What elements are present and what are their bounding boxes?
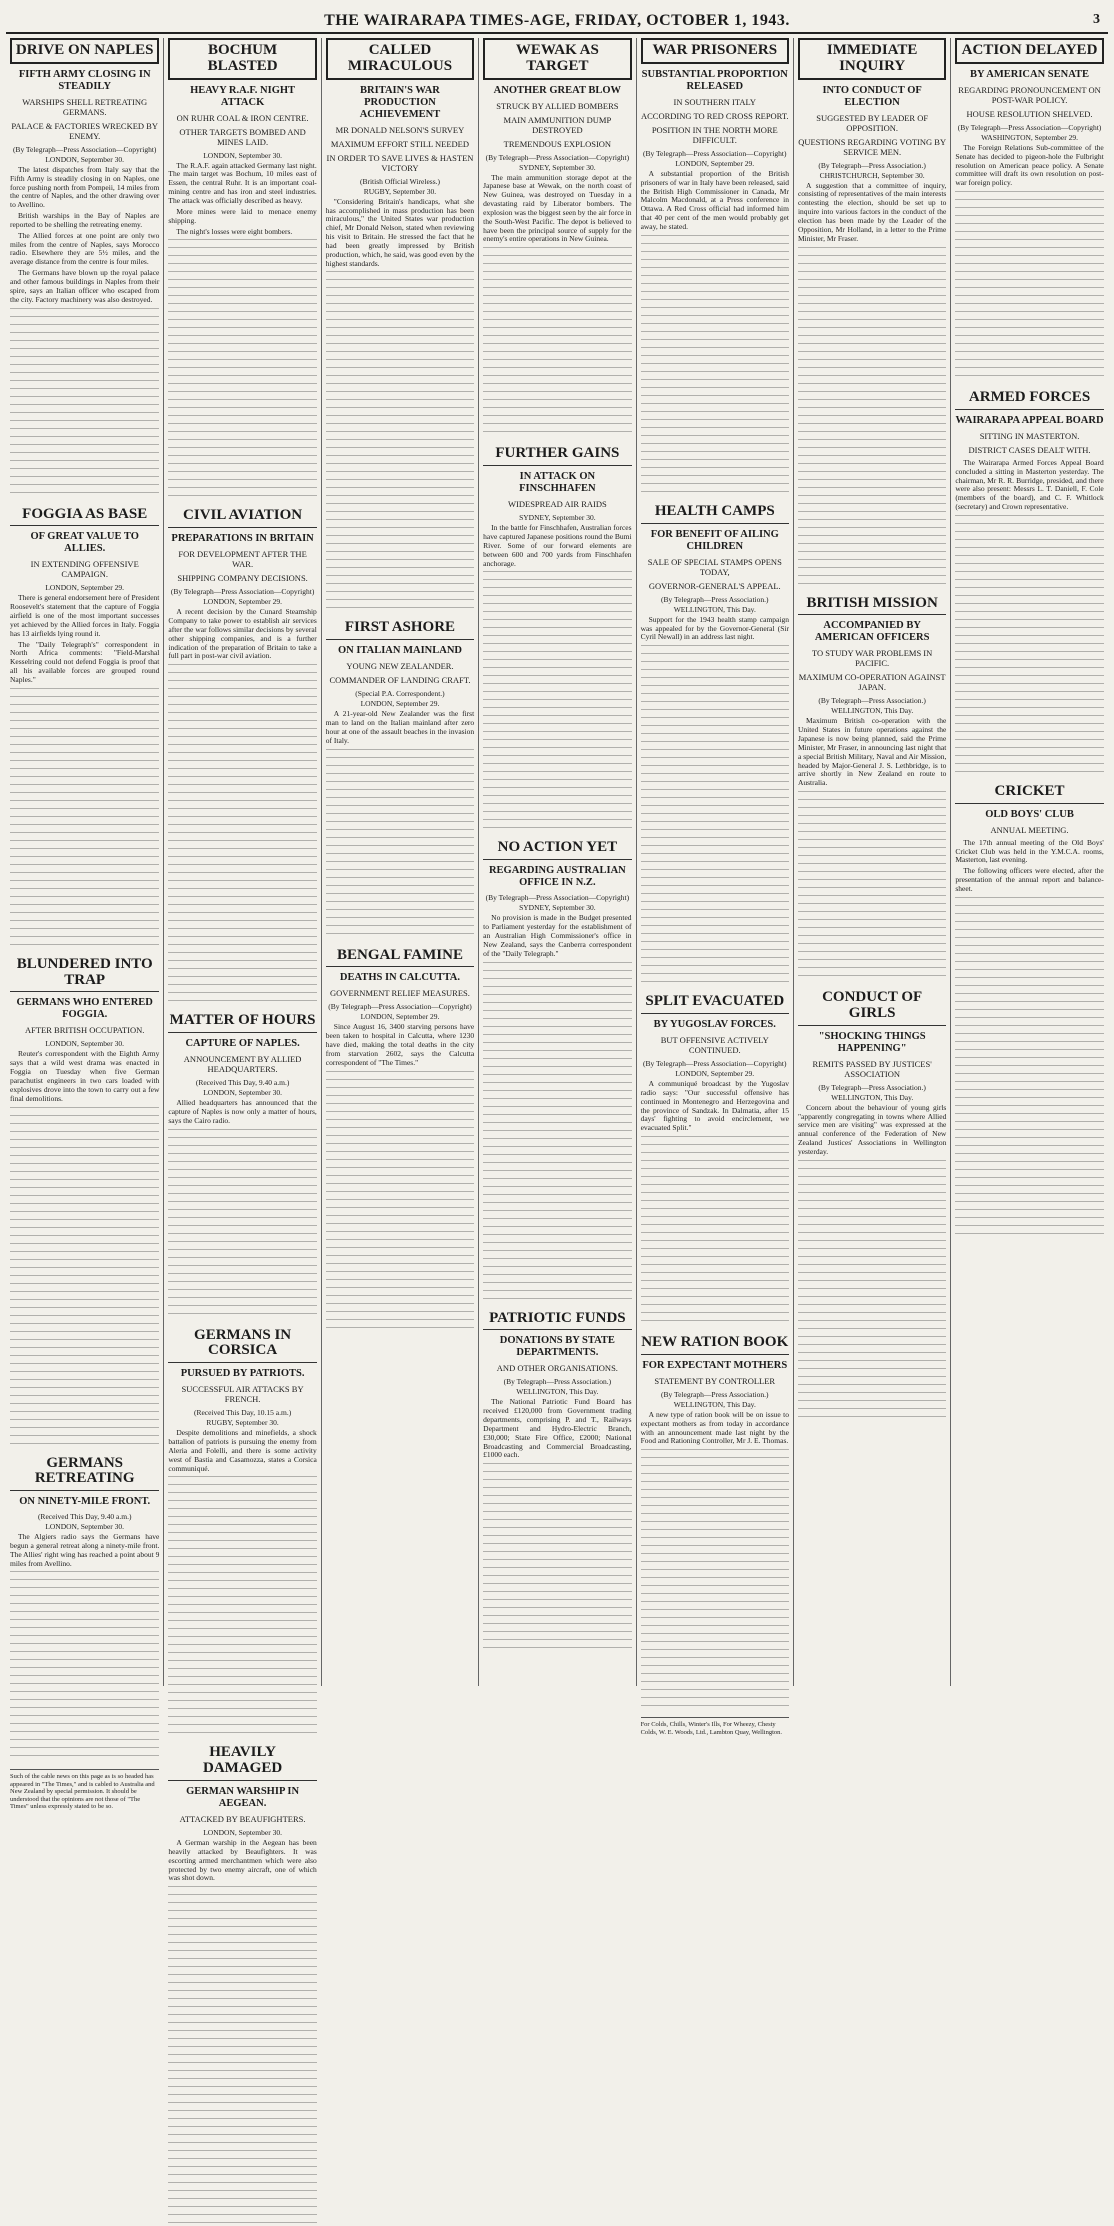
article-body xyxy=(483,914,631,958)
article-byline: (By Telegraph—Press Association—Copyright) xyxy=(485,893,630,903)
article-paragraph: A 21-year-old New Zealander was the first man to land on the Italian mainland after zero hour at one of the assault beaches in the invasion of Italy. xyxy=(325,709,475,745)
body-text-continuation xyxy=(798,1160,946,1420)
article-body xyxy=(10,166,159,305)
body-text-continuation xyxy=(641,235,789,495)
article-byline: (By Telegraph—Press Association.) xyxy=(661,1389,769,1399)
body-text-continuation xyxy=(641,1136,789,1326)
news-article xyxy=(10,506,159,948)
article-deck: MAXIMUM CO-OPERATION AGAINST JAPAN. xyxy=(798,672,946,693)
article-deck: FOR DEVELOPMENT AFTER THE WAR. xyxy=(178,549,307,570)
article-paragraph: Concern about the behaviour of young girls "apparently congregating in towns where Allied service men are visiting" was expressed at the annual conference of the Federation of New Zealand Justices' Associations in Wellington yesterday. xyxy=(797,1102,947,1156)
article-byline: (Received This Day, 9.40 a.m.) xyxy=(37,1512,132,1522)
article-body xyxy=(168,1429,316,1473)
article-byline: (By Telegraph—Press Association—Copyright) xyxy=(12,144,157,154)
news-article xyxy=(483,839,631,1301)
article-headline: ARMED FORCES xyxy=(955,389,1103,410)
article-deck: SUCCESSFUL AIR ATTACKS BY FRENCH. xyxy=(181,1384,304,1405)
article-body xyxy=(798,1104,946,1157)
article-body xyxy=(955,839,1103,894)
news-column xyxy=(478,38,635,1686)
article-body xyxy=(798,717,946,788)
article-deck: HEAVY R.A.F. NIGHT ATTACK xyxy=(190,84,296,108)
article-paragraph: The R.A.F. again attacked Germany last night. The main target was Bochum, 10 miles east of Essen, the central Ruhr. It is an important coal-mining centre and has iron and steel industries. The attack was officially described as heavy. xyxy=(168,160,317,205)
article-dateline: SYDNEY, September 30. xyxy=(519,162,596,172)
article-deck: GOVERNMENT RELIEF MEASURES. xyxy=(330,988,470,999)
article-deck: AND OTHER ORGANISATIONS. xyxy=(496,1363,618,1374)
article-headline: WEWAK AS TARGET xyxy=(483,38,631,80)
article-deck: SUBSTANTIAL PROPORTION RELEASED xyxy=(641,68,788,92)
article-dateline: LONDON, September 30. xyxy=(45,1522,125,1532)
article-dateline: WELLINGTON, This Day. xyxy=(516,1387,599,1397)
article-deck: DONATIONS BY STATE DEPARTMENTS. xyxy=(499,1335,615,1359)
news-column xyxy=(6,38,163,1811)
article-deck: AFTER BRITISH OCCUPATION. xyxy=(24,1025,145,1036)
article-deck: YOUNG NEW ZEALANDER. xyxy=(346,661,454,672)
article-paragraph: A substantial proportion of the British prisoners of war in Italy have been released, said the British High Commissioner in Canada, Mr Malcolm Macdonald, at a Press conference in Ottawa. A Red Cross official had informed him that 40 per cent of the men would probably get away, he stated. xyxy=(640,168,789,231)
article-deck: OF GREAT VALUE TO ALLIES. xyxy=(30,531,139,555)
article-deck: ON RUHR COAL & IRON CENTRE. xyxy=(176,112,309,123)
article-deck: FIFTH ARMY CLOSING IN STEADILY xyxy=(18,68,151,92)
article-deck: TREMENDOUS EXPLOSION xyxy=(503,138,612,149)
article-paragraph: The Allied forces at one point are only two miles from the centre of Naples, says Morocco radio. Elsewhere they are 5½ miles, and the average distance from the centre is four miles. xyxy=(10,230,160,267)
article-headline: NO ACTION YET xyxy=(483,839,631,860)
news-article xyxy=(10,1455,159,1762)
article-body xyxy=(168,1099,316,1126)
news-column xyxy=(793,38,950,1686)
article-body xyxy=(168,608,316,661)
article-deck: ANOTHER GREAT BLOW xyxy=(493,84,622,96)
article-paragraph: A communiqué broadcast by the Yugoslav radio says: "Our successful offensive has continued in Montenegro and Herzegovina and the province of Sandzak. In Dalmatia, after 15 days' fighting to avoid encirclement, we evacuated Split." xyxy=(640,1079,789,1133)
newspaper-title: THE WAIRARAPA TIMES-AGE, FRIDAY, OCTOBER 1, 1943. xyxy=(324,12,790,29)
article-body xyxy=(798,182,946,244)
article-body xyxy=(641,170,789,232)
article-deck: GERMAN WARSHIP IN AEGEAN. xyxy=(186,1785,300,1809)
article-dateline: WASHINGTON, September 29. xyxy=(981,132,1078,142)
news-article xyxy=(168,1327,316,1737)
news-article xyxy=(326,619,474,938)
news-article xyxy=(483,445,631,831)
body-text-continuation xyxy=(798,247,946,587)
article-headline: CALLED MIRACULOUS xyxy=(326,38,474,80)
article-deck: ON ITALIAN MAINLAND xyxy=(337,645,462,657)
article-deck: OTHER TARGETS BOMBED AND MINES LAID. xyxy=(179,126,306,147)
body-text-continuation xyxy=(168,1476,316,1736)
article-byline: (By Telegraph—Press Association—Copyright) xyxy=(328,1002,472,1012)
news-article xyxy=(798,989,946,1420)
article-byline: (British Official Wireless.) xyxy=(359,176,440,186)
article-paragraph: The 17th annual meeting of the Old Boys' Cricket Club was held in the Y.M.C.A. rooms, Masterton, last evening. xyxy=(955,837,1104,865)
body-text-continuation xyxy=(10,688,159,948)
article-deck: WAIRARAPA APPEAL BOARD xyxy=(955,414,1104,426)
body-text-continuation xyxy=(326,749,474,939)
article-byline: (By Telegraph—Press Association.) xyxy=(818,1082,926,1092)
article-deck: GERMANS WHO ENTERED FOGGIA. xyxy=(16,997,153,1021)
article-byline: (By Telegraph—Press Association.) xyxy=(661,594,769,604)
body-text-continuation xyxy=(168,1886,316,2226)
news-article xyxy=(326,38,474,611)
article-deck: INTO CONDUCT OF ELECTION xyxy=(822,84,922,108)
article-byline: (By Telegraph—Press Association—Copyright) xyxy=(643,1059,787,1068)
article-deck: BRITAIN'S WAR PRODUCTION ACHIEVEMENT xyxy=(359,84,441,120)
article-deck: SUGGESTED BY LEADER OF OPPOSITION. xyxy=(816,112,929,133)
article-byline: (Received This Day, 10.15 a.m.) xyxy=(193,1408,292,1418)
article-paragraph: A German warship in the Aegean has been heavily attacked by Beaufighters. It was escorting armed merchantmen which were also protected by two enemy aircraft, one of which was shot down. xyxy=(168,1838,317,1883)
article-dateline: RUGBY, September 30. xyxy=(206,1418,279,1428)
article-deck: BY AMERICAN SENATE xyxy=(970,68,1090,80)
article-body xyxy=(10,594,159,684)
article-headline: MATTER OF HOURS xyxy=(168,1012,316,1033)
article-deck: GOVERNOR-GENERAL'S APPEAL. xyxy=(648,580,781,591)
article-headline: BLUNDERED INTO TRAP xyxy=(10,956,159,993)
article-deck: ON NINETY-MILE FRONT. xyxy=(19,1496,151,1508)
article-dateline: LONDON, September 29. xyxy=(675,1069,755,1078)
article-headline: PATRIOTIC FUNDS xyxy=(483,1310,631,1331)
article-paragraph: The Foreign Relations Sub-committee of the Senate has decided to pigeon-hole the Fulbright resolution on American peace policy. A Senate committee will draft its own resolution on post-war foreign policy. xyxy=(955,142,1104,188)
article-deck: DISTRICT CASES DEALT WITH. xyxy=(968,444,1091,455)
article-dateline: LONDON, September 30. xyxy=(203,1828,282,1837)
body-text-continuation xyxy=(168,664,316,1004)
article-body xyxy=(10,1050,159,1103)
article-paragraph: A suggestion that a committee of inquiry, consisting of representatives of the main interests contesting the election, should be set up to inquire into various factors in the conduct of the election has been made by the Leader of the Opposition, Mr Holland, in a letter to the Prime Minister, Mr Fraser. xyxy=(797,180,947,243)
article-headline: HEAVILY DAMAGED xyxy=(168,1744,316,1781)
article-headline: FIRST ASHORE xyxy=(326,619,474,640)
news-article xyxy=(641,503,789,985)
article-body xyxy=(168,162,316,237)
article-deck: QUESTIONS REGARDING VOTING BY SERVICE MEN. xyxy=(798,136,947,157)
body-text-continuation xyxy=(10,1107,159,1447)
body-text-continuation xyxy=(326,1071,474,1331)
article-deck: "SHOCKING THINGS HAPPENING" xyxy=(818,1030,926,1054)
article-headline: GERMANS RETREATING xyxy=(10,1455,159,1492)
article-headline: NEW RATION BOOK xyxy=(641,1334,789,1355)
article-dateline: LONDON, September 29. xyxy=(360,699,440,709)
article-dateline: LONDON, September 30. xyxy=(203,150,282,160)
article-paragraph: "Considering Britain's handicaps, what she has accomplished in mass production has been miraculous," the United States war production chief, Mr Donald Nelson, stated when reviewing his visit to Britain. He stressed the fact that he had been greatly impressed by British production, which, he said, was good even by the highest standards. xyxy=(325,196,475,268)
article-byline: (By Telegraph—Press Association—Copyright) xyxy=(957,122,1102,132)
article-dateline: WELLINGTON, This Day. xyxy=(673,604,756,614)
article-body xyxy=(641,1080,789,1133)
article-byline: (By Telegraph—Press Association—Copyright) xyxy=(643,148,787,158)
article-dateline: LONDON, September 29. xyxy=(675,158,755,168)
news-article xyxy=(798,38,946,587)
article-deck: IN EXTENDING OFFENSIVE CAMPAIGN. xyxy=(30,559,139,580)
news-article xyxy=(10,38,159,498)
article-byline: (Special P.A. Correspondent.) xyxy=(355,689,445,699)
page-number: 3 xyxy=(1093,12,1100,27)
article-body xyxy=(955,144,1103,188)
news-article xyxy=(326,947,474,1331)
article-paragraph: The Wairarapa Armed Forces Appeal Board concluded a sitting in Masterton yesterday. The chairman, Mr R. R. Burridge, presided, and there were also present: Messrs L. T. Daniell, F. Cole (members of the board), and C. F. Whitlock (secretary) and Crown representative. xyxy=(955,457,1104,512)
article-paragraph: The Algiers radio says the Germans have begun a general retreat along a ninety-mile front. The Allies' right wing has reached a point about 9 miles from Avellino. xyxy=(10,1532,160,1568)
article-headline: CIVIL AVIATION xyxy=(168,507,316,528)
article-deck: FOR BENEFIT OF AILING CHILDREN xyxy=(650,528,779,552)
body-text-continuation xyxy=(483,962,631,1302)
article-headline: CRICKET xyxy=(955,783,1103,804)
news-article xyxy=(483,38,631,437)
article-body xyxy=(326,1023,474,1067)
body-text-continuation xyxy=(955,515,1103,775)
article-deck: STRUCK BY ALLIED BOMBERS xyxy=(496,100,619,111)
news-column xyxy=(163,38,320,1883)
article-headline: CONDUCT OF GIRLS xyxy=(798,989,946,1026)
article-deck: PURSUED BY PATRIOTS. xyxy=(180,1368,305,1380)
article-deck: MR DONALD NELSON'S SURVEY xyxy=(335,124,465,135)
article-deck: SALE OF SPECIAL STAMPS OPENS TODAY, xyxy=(647,556,782,577)
body-text-continuation xyxy=(483,247,631,437)
article-deck: MAXIMUM EFFORT STILL NEEDED xyxy=(330,138,470,149)
article-byline: (Received This Day, 9.40 a.m.) xyxy=(195,1078,290,1088)
article-dateline: SYDNEY, September 30. xyxy=(519,513,596,523)
article-paragraph: Despite demolitions and minefields, a shock battalion of patriots is pursuing the enemy from Aleria and Folelli, and there is some activity west of Bastia and Casamozza, states a Corsica communiqué. xyxy=(168,1428,317,1473)
article-dateline: WELLINGTON, This Day. xyxy=(831,1092,914,1102)
news-article xyxy=(168,1012,316,1318)
article-deck: CAPTURE OF NAPLES. xyxy=(185,1038,300,1049)
article-paragraph: A recent decision by the Cunard Steamship Company to take power to establish air services after the war follows similar decisions by several other shipping companies, and is a further indication of the preparation of Britain to take a full part in post-war civil aviation. xyxy=(168,607,317,661)
article-dateline: RUGBY, September 30. xyxy=(363,186,437,196)
article-headline: FURTHER GAINS xyxy=(483,445,631,466)
body-text-continuation xyxy=(483,571,631,831)
article-deck: WIDESPREAD AIR RAIDS xyxy=(508,499,607,510)
article-deck: POSITION IN THE NORTH MORE DIFFICULT. xyxy=(651,124,778,145)
article-dateline: LONDON, September 29. xyxy=(45,583,125,593)
article-deck: REMITS PASSED BY JUSTICES' ASSOCIATION xyxy=(812,1058,932,1079)
article-body xyxy=(168,1839,316,1883)
article-body xyxy=(641,616,789,643)
article-deck: DEATHS IN CALCUTTA. xyxy=(339,972,461,984)
article-byline: (By Telegraph—Press Association.) xyxy=(503,1377,612,1387)
article-deck: FOR EXPECTANT MOTHERS xyxy=(642,1359,788,1371)
article-dateline: WELLINGTON, This Day. xyxy=(673,1399,756,1409)
article-body xyxy=(483,524,631,568)
article-body xyxy=(641,1411,789,1446)
article-paragraph: The Germans have blown up the royal palace and other famous buildings in Naples from their spire, says an Italian officer who escaped from the city. Factory machinery was also destroyed. xyxy=(10,268,160,304)
news-article xyxy=(798,595,946,982)
article-paragraph: Support for the 1943 health stamp campaign was appealed for by the Governor-General (Sir Cyril Newall) in an address last night. xyxy=(640,614,789,642)
article-paragraph: The night's losses were eight bombers. xyxy=(176,226,293,236)
article-deck: ATTACKED BY BEAUFIGHTERS. xyxy=(179,1814,306,1824)
column-footnote: Such of the cable news on this page as is so headed has appeared in "The Times," and is cabled to Australia and New Zealand by special permission. It should be understood that the opinions are not those of "The Times" unless expressly stated to be so. xyxy=(10,1769,159,1810)
body-text-continuation xyxy=(641,645,789,985)
article-paragraph: The following officers were elected, after the presentation of the annual report and balance-sheet. xyxy=(955,866,1104,893)
article-dateline: SYDNEY, September 30. xyxy=(519,903,596,913)
article-paragraph: A new type of ration book will be on issue to expectant mothers as from today in accordance with an announcement made last night by the Food and Rationing Controller, Mr J. E. Thomas. xyxy=(640,1409,789,1446)
article-deck: STATEMENT BY CONTROLLER xyxy=(654,1375,776,1386)
article-dateline: LONDON, September 30. xyxy=(203,1088,282,1098)
body-text-continuation xyxy=(798,791,946,981)
news-article xyxy=(483,1310,631,1654)
body-text-continuation xyxy=(326,271,474,611)
article-byline: (By Telegraph—Press Association—Copyright) xyxy=(485,152,630,162)
article-headline: BOCHUM BLASTED xyxy=(168,38,316,80)
news-article xyxy=(955,38,1103,381)
article-dateline: LONDON, September 30. xyxy=(45,1039,125,1049)
article-paragraph: Allied headquarters has announced that the capture of Naples is now only a matter of hours, says the Cairo radio. xyxy=(168,1098,317,1125)
article-headline: BRITISH MISSION xyxy=(798,595,946,616)
article-deck: ACCOMPANIED BY AMERICAN OFFICERS xyxy=(814,620,930,644)
article-deck: IN ATTACK ON FINSCHHAFEN xyxy=(519,471,596,495)
body-text-continuation xyxy=(641,1449,789,1709)
news-article xyxy=(168,1744,316,2226)
column-footnote: For Colds, Chills, Winter's Ills, For Wheezy, Chesty Colds, W. E. Woods, Ltd., Lambton Quay, Wellington. xyxy=(641,1717,789,1736)
article-headline: GERMANS IN CORSICA xyxy=(168,1327,316,1364)
article-body xyxy=(955,459,1103,512)
article-paragraph: No provision is made in the Budget presented to Parliament yesterday for the establishment of an Australian High Commissioner's office in New Zealand, says the Canberra correspondent of the "Daily Telegraph." xyxy=(483,913,632,958)
article-dateline: LONDON, September 29. xyxy=(360,1012,440,1022)
article-paragraph: More mines were laid to menace enemy shipping. xyxy=(168,206,317,225)
article-headline: HEALTH CAMPS xyxy=(641,503,789,524)
article-body xyxy=(326,710,474,745)
news-article xyxy=(168,38,316,499)
article-dateline: LONDON, September 30. xyxy=(45,154,125,164)
article-body xyxy=(326,198,474,269)
news-column xyxy=(321,38,478,1686)
news-article xyxy=(641,993,789,1326)
body-text-continuation xyxy=(10,1571,159,1761)
article-paragraph: The National Patriotic Fund Board has received £120,000 from Government trading departments, comprising P. and T., Railways Department and Hydro-Electric Branch, £30,000; State Fire Office, £2000; National Broadcasting and Commercial Broadcasting, £1000 each. xyxy=(483,1397,632,1460)
article-body xyxy=(483,174,631,245)
article-paragraph: The "Daily Telegraph's" correspondent in North Africa comments: "Field-Marshal Kesselring could not defend Foggia is proof that all his available forces are grouped round Naples." xyxy=(10,639,160,684)
article-paragraph: Reuter's correspondent with the Eighth Army says that a wild west drama was enacted in Foggia on Tuesday when five German parachutist engineers in two cars loaded with explosives drove into the town to carry out a few final demolitions. xyxy=(10,1049,160,1103)
body-text-continuation xyxy=(168,239,316,499)
article-paragraph: There is general endorsement here of President Roosevelt's statement that the capture of Foggia airfield is one of the most important successes yet achieved by the Allied forces in Italy. Foggia has 13 airfields lying round it. xyxy=(10,593,160,638)
page-columns xyxy=(6,38,1108,1883)
news-article xyxy=(10,956,159,1447)
news-article xyxy=(168,507,316,1004)
article-byline: (By Telegraph—Press Association.) xyxy=(818,160,926,170)
article-body xyxy=(483,1398,631,1460)
article-deck: IN ORDER TO SAVE LIVES & HASTEN VICTORY xyxy=(326,152,474,173)
news-article xyxy=(955,389,1103,775)
article-headline: BENGAL FAMINE xyxy=(326,947,474,968)
news-article xyxy=(641,1334,789,1709)
article-paragraph: The main ammunition storage depot at the Japanese base at Wewak, on the north coast of New Guinea, was destroyed on Tuesday in a devastating raid by Liberator bombers. The explosion was the biggest seen by the air force in the South-West Pacific. The depot is believed to have been the principal source of supply for the enemy's entire operations in New Guinea. xyxy=(483,172,632,244)
body-text-continuation xyxy=(483,1463,631,1653)
article-deck: ACCORDING TO RED CROSS REPORT. xyxy=(640,110,789,121)
article-paragraph: British warships in the Bay of Naples are reported to be shelling the retreating enemy. xyxy=(10,211,160,229)
article-deck: IN SOUTHERN ITALY xyxy=(673,96,757,107)
masthead-rule xyxy=(6,32,1108,34)
article-deck: BY YUGOSLAV FORCES. xyxy=(653,1018,776,1030)
article-deck: REGARDING PRONOUNCEMENT ON POST-WAR POLICY. xyxy=(958,84,1101,105)
article-headline: SPLIT EVACUATED xyxy=(641,993,789,1014)
article-deck: MAIN AMMUNITION DUMP DESTROYED xyxy=(503,114,612,135)
article-deck: PREPARATIONS IN BRITAIN xyxy=(171,533,314,545)
news-column xyxy=(636,38,793,1736)
article-dateline: CHRISTCHURCH, September 30. xyxy=(819,170,925,180)
body-text-continuation xyxy=(955,191,1103,381)
article-deck: PALACE & FACTORIES WRECKED BY ENEMY. xyxy=(11,120,158,141)
body-text-continuation xyxy=(955,897,1103,1237)
article-deck: OLD BOYS' CLUB xyxy=(985,808,1074,820)
article-deck: WARSHIPS SHELL RETREATING GERMANS. xyxy=(22,96,148,117)
news-column xyxy=(950,38,1107,1686)
article-deck: REGARDING AUSTRALIAN OFFICE IN N.Z. xyxy=(488,865,626,889)
article-dateline: WELLINGTON, This Day. xyxy=(831,706,914,716)
article-headline: IMMEDIATE INQUIRY xyxy=(798,38,946,80)
article-deck: ANNOUNCEMENT BY ALLIED HEADQUARTERS. xyxy=(183,1054,302,1075)
article-headline: WAR PRISONERS xyxy=(641,38,789,64)
article-byline: (By Telegraph—Press Association—Copyright) xyxy=(170,587,315,597)
body-text-continuation xyxy=(168,1129,316,1319)
body-text-continuation xyxy=(10,308,159,498)
article-dateline: LONDON, September 29. xyxy=(203,597,282,607)
article-paragraph: In the battle for Finschhafen, Australian forces have captured Japanese positions round the Bumi River. Some of our forward elements are between 600 and 700 yards from Finschhafen anchorage. xyxy=(483,523,632,568)
article-headline: DRIVE ON NAPLES xyxy=(10,38,159,64)
article-headline: FOGGIA AS BASE xyxy=(10,506,159,527)
article-paragraph: Maximum British co-operation with the United States in future operations against the Japanese is now being planned, said the Prime Minister, Mr Fraser, in announcing last night that a special British Military, Naval and Air Mission, headed by Major-General J. S. Lethbridge, is to arrive shortly in New Zealand en route to Australia. xyxy=(797,716,947,788)
article-deck: BUT OFFENSIVE ACTIVELY CONTINUED. xyxy=(660,1035,769,1055)
article-deck: SITTING IN MASTERTON. xyxy=(979,430,1080,441)
news-article xyxy=(955,783,1103,1237)
news-article xyxy=(641,38,789,495)
article-headline: ACTION DELAYED xyxy=(955,38,1103,64)
article-deck: ANNUAL MEETING. xyxy=(990,824,1069,835)
article-byline: (By Telegraph—Press Association.) xyxy=(818,696,926,706)
article-deck: HOUSE RESOLUTION SHELVED. xyxy=(966,108,1093,119)
article-deck: SHIPPING COMPANY DECISIONS. xyxy=(177,573,308,584)
article-deck: COMMANDER OF LANDING CRAFT. xyxy=(329,675,471,686)
article-deck: TO STUDY WAR PROBLEMS IN PACIFIC. xyxy=(812,648,933,669)
article-body xyxy=(10,1533,159,1568)
masthead xyxy=(0,0,1114,34)
article-paragraph: Since August 16, 3400 starving persons have been taken to hospital in Calcutta, where 1230 have died, making the total deaths in the city from starvation 2602, says the Calcutta correspondent of "The Times." xyxy=(325,1022,475,1067)
article-paragraph: The latest dispatches from Italy say that the Fifth Army is steadily closing in on Naples, one force pushing north from Pompeii, 14 miles from the centre of Naples, and the other drawing over to Avellino. xyxy=(10,164,160,210)
